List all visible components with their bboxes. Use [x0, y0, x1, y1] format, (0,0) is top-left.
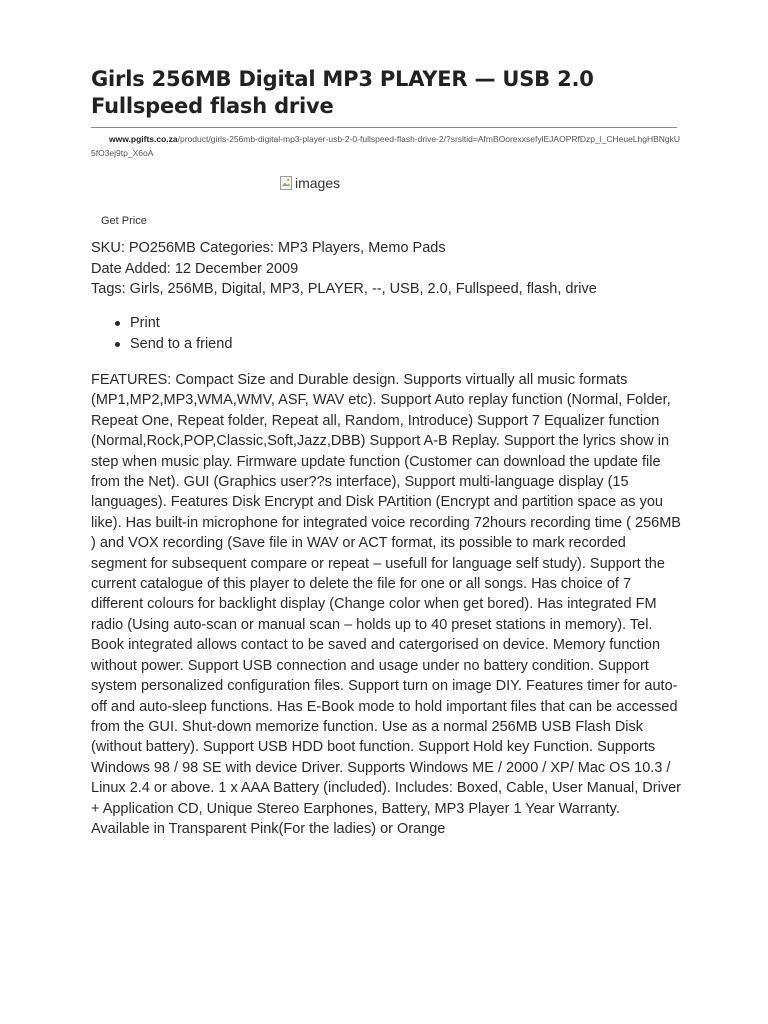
source-url[interactable] — [91, 132, 681, 160]
product-image — [280, 175, 340, 191]
action-list — [91, 313, 232, 355]
title-divider — [91, 127, 677, 128]
get-price-link[interactable]: Get Price — [101, 215, 147, 227]
tags: Tags: Girls, 256MB, Digital, MP3, PLAYER, --, USB, 2.0, Fullspeed, flash, drive — [91, 281, 597, 297]
features-description: FEATURES: Compact Size and Durable design. Supports virtually all music formats (MP1,MP2,MP3,WMA,WMV, ASF, WAV etc). Support Auto replay function (Normal, Folder, Repeat One, Repeat folder, Repeat all, Random, Introduce) Support 7 Equalizer function (Normal,Rock,POP,Classic,Soft,Jazz,DBB) Support A-B Replay. Support the lyrics show in step when music play. Firmware update function (Customer can download the update file from the Net). GUI (Graphics user??s interface), Support multi-language display (15 languages). Features Disk Encrypt and Disk PArtition (Encrypt and partition space as you like). Has built-in microphone for integrated voice recording 72hours recording time ( 256MB ) and VOX recording (Save file in WAV or ACT format, its possible to mark recorded segment for subsequent compare or repeat – usefull for language self study). Support the current catalogue of this player to delete the file for one or all songs. Has choice of 7 different colours for backlight display (Change color when get bored). Has integrated FM radio (Using auto-scan or manual scan – holds up to 40 preset stations in memory). Tel. Book integrated allows contact to be saved and catergorised on device. Memory function without power. Support USB connection and usage under no battery condition. Support system personalized configuration files. Support turn on image DIY. Features timer for auto-off and auto-sleep functions. Has E-Book mode to hold important files that can be accessed from the GUI. Shut-down memorize function. Use as a normal 256MB USB Flash Disk (without battery). Support USB HDD boot function. Support Hold key Function. Supports Windows 98 / 98 SE with device Driver. Supports Windows ME / 2000 / XP/ Mac OS 10.3 / Linux 2.4 or above. 1 x AAA Battery (included). Includes: Boxed, Cable, User Manual, Driver + Application CD, Unique Stereo Earphones, Battery, MP3 Player 1 Year Warranty. Available in Transparent Pink(For the ladies) or Orange — [91, 372, 681, 837]
broken-image-icon — [280, 176, 292, 190]
source-path[interactable]: /product/girls-256mb-digital-mp3-player-usb-2-0-fullspeed-flash-drive-2/?srsltid=AfmBOorexxsefylEJAOPRfDzp_l_CHeueLhgHBNgkU5fO3ej9tp_X6oA — [91, 134, 681, 158]
print-link[interactable]: Print — [91, 313, 232, 334]
source-domain[interactable]: www.pgifts.co.za — [109, 134, 178, 144]
image-alt-text: images — [295, 175, 341, 191]
page-title: Girls 256MB Digital MP3 PLAYER — USB 2.0 Fullspeed flash drive — [91, 67, 594, 118]
product-meta — [91, 238, 691, 300]
sku-categories: SKU: PO256MB Categories: MP3 Players, Memo Pads — [91, 240, 446, 256]
send-to-friend-link[interactable]: Send to a friend — [91, 334, 232, 355]
date-added: Date Added: 12 December 2009 — [91, 260, 299, 277]
